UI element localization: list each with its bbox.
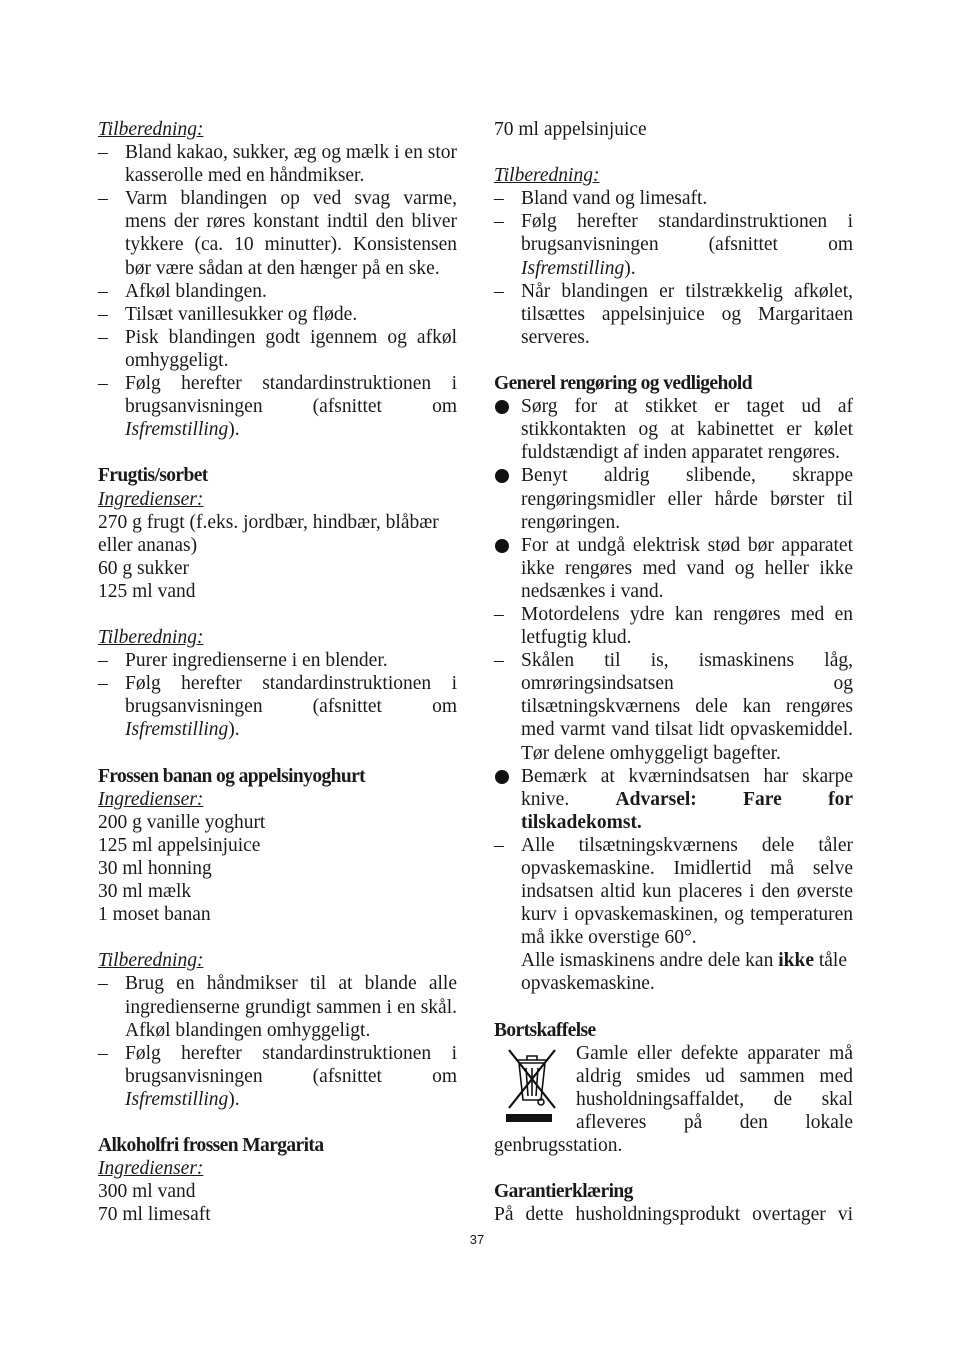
dash-marker: – bbox=[494, 603, 504, 625]
dash-marker: – bbox=[98, 373, 108, 395]
list-item: – Motordelens ydre kan rengøres med en letfugtig klud. bbox=[494, 603, 853, 649]
section-label: Tilberedning: bbox=[98, 627, 204, 649]
list-item: Sørg for at stikket er taget ud af stikkontakten og at kabinettet er kølet fuldstændigt af inden apparatet rengøres. bbox=[494, 395, 853, 464]
disposal-paragraph: Gamle eller defekte apparater må aldrig smides ud sammen med husholdningsaffaldet, de skal afleveres på den lokale genbrugsstation. bbox=[494, 1042, 853, 1157]
section-label: Tilberedning: bbox=[98, 119, 204, 140]
dash-marker: – bbox=[494, 211, 504, 233]
ingredient: 300 ml vand bbox=[98, 1181, 196, 1203]
list-item: – Pisk blandingen godt igennem og afkøl omhyggeligt. bbox=[98, 326, 457, 371]
section-label: Ingredienser: bbox=[98, 788, 204, 810]
list-item: Benyt aldrig slibende, skrappe rengøringsmidler eller hårde børster til rengøringen. bbox=[494, 464, 853, 533]
dash-marker: – bbox=[494, 834, 504, 856]
list-item: – Purer ingredienserne i en blender. bbox=[98, 650, 388, 672]
section-heading: Bortskaffelse bbox=[494, 1019, 596, 1041]
dash-marker: – bbox=[494, 280, 504, 302]
left-column bbox=[98, 118, 457, 1227]
section-label: Ingredienser: bbox=[98, 488, 204, 510]
list-item: – Følg herefter standardinstruktionen i brugsanvisningen (afsnittet om Isfremstilling). bbox=[98, 1042, 457, 1110]
section-heading: Alkoholfri frossen Margarita bbox=[98, 1135, 324, 1157]
warning-text: Advarsel: Fare for tilskadekomst. bbox=[521, 788, 853, 833]
dash-marker: – bbox=[98, 326, 108, 348]
list-item: – Når blandingen er tilstrækkelig afkølet, tilsættes appelsinjuice og Margaritaen serveres. bbox=[494, 280, 853, 348]
ingredient: 70 ml appelsinjuice bbox=[494, 119, 647, 140]
list-item: – Følg herefter standardinstruktionen i brugsanvisningen (afsnittet om Isfremstilling). bbox=[98, 373, 457, 441]
list-item: For at undgå elektrisk stød bør apparatet ikke rengøres med vand og heller ikke nedsænkes i vand. bbox=[494, 534, 853, 603]
ingredient: 1 moset banan bbox=[98, 904, 211, 926]
list-item: – Afkøl blandingen. bbox=[98, 280, 267, 302]
dash-marker: – bbox=[494, 188, 504, 210]
dash-marker: – bbox=[98, 280, 108, 302]
list-item: – Alle tilsætningskværnens dele tåler opvaskemaskine. Imidlertid må selve indsatsen altid kun placeres i den øverste kurv i opvaskemaskinen, og temperaturen må ikke overstige 60°. bbox=[494, 834, 853, 949]
dash-marker: – bbox=[98, 1042, 108, 1064]
list-item: – Bland kakao, sukker, æg og mælk i en stor kasserolle med en håndmikser. bbox=[98, 142, 457, 187]
section-heading: Frugtis/sorbet bbox=[98, 465, 208, 487]
ingredient: 270 g frugt (f.eks. jordbær, hindbær, blåbær eller ananas) bbox=[98, 511, 439, 556]
list-item: – Varm blandingen op ved svag varme, mens der røres konstant indtil den bliver tykkere (ca. 10 minutter). Konsistensen bør være sådan at den hænger på en ske. bbox=[98, 188, 457, 279]
section-heading: Garantierklæring bbox=[494, 1181, 633, 1203]
dash-marker: – bbox=[98, 303, 108, 325]
list-item: – Følg herefter standardinstruktionen i brugsanvisningen (afsnittet om Isfremstilling). bbox=[494, 211, 853, 279]
dash-marker: – bbox=[494, 650, 504, 672]
ingredient: 70 ml limesaft bbox=[98, 1204, 211, 1226]
page-number: 37 bbox=[469, 1232, 485, 1247]
ingredient: 125 ml vand bbox=[98, 580, 196, 602]
section-label: Ingredienser: bbox=[98, 1158, 204, 1180]
warranty-text: På dette husholdningsprodukt overtager vi bbox=[494, 1204, 853, 1226]
ingredient: 125 ml appelsinjuice bbox=[98, 834, 261, 856]
section-heading: Frossen banan og appelsinyoghurt bbox=[98, 765, 366, 787]
dash-marker: – bbox=[98, 973, 108, 995]
crossed-out-wheelie-bin-icon bbox=[500, 1044, 564, 1124]
list-item: – Skålen til is, ismaskinens låg, omrøringsindsatsen og tilsætningskværnens dele kan rengøres med varmt vand tilsat lidt opvaskemiddel. Tør delene omhyggeligt bagefter. bbox=[494, 650, 853, 764]
right-column bbox=[494, 118, 853, 1227]
ingredient: 30 ml mælk bbox=[98, 881, 192, 903]
list-item: – Tilsæt vanillesukker og fløde. bbox=[98, 303, 358, 325]
ingredient: 30 ml honning bbox=[98, 858, 212, 879]
dash-marker: – bbox=[98, 188, 108, 210]
section-label: Tilberedning: bbox=[98, 950, 204, 972]
list-item: – Bland vand og limesaft. bbox=[494, 188, 708, 210]
dash-marker: – bbox=[98, 142, 108, 164]
ingredient: 60 g sukker bbox=[98, 557, 189, 579]
list-item: – Følg herefter standardinstruktionen i brugsanvisningen (afsnittet om Isfremstilling). bbox=[98, 673, 457, 741]
dash-marker: – bbox=[98, 673, 108, 695]
ingredient: 200 g vanille yoghurt bbox=[98, 811, 266, 833]
dash-marker: – bbox=[98, 650, 108, 672]
list-item-continuation: Alle ismaskinens andre dele kan ikke tåle opvaskemaskine. bbox=[521, 950, 848, 995]
section-label: Tilberedning: bbox=[494, 165, 600, 187]
list-item: – Brug en håndmikser til at blande alle ingredienserne grundigt sammen i en skål. Afkøl blandingen omhyggeligt. bbox=[98, 973, 457, 1041]
list-item: Bemærk at kværnindsatsen har skarpe knive. Advarsel: Fare for tilskadekomst. bbox=[494, 765, 853, 834]
section-heading: Generel rengøring og vedligehold bbox=[494, 373, 752, 395]
